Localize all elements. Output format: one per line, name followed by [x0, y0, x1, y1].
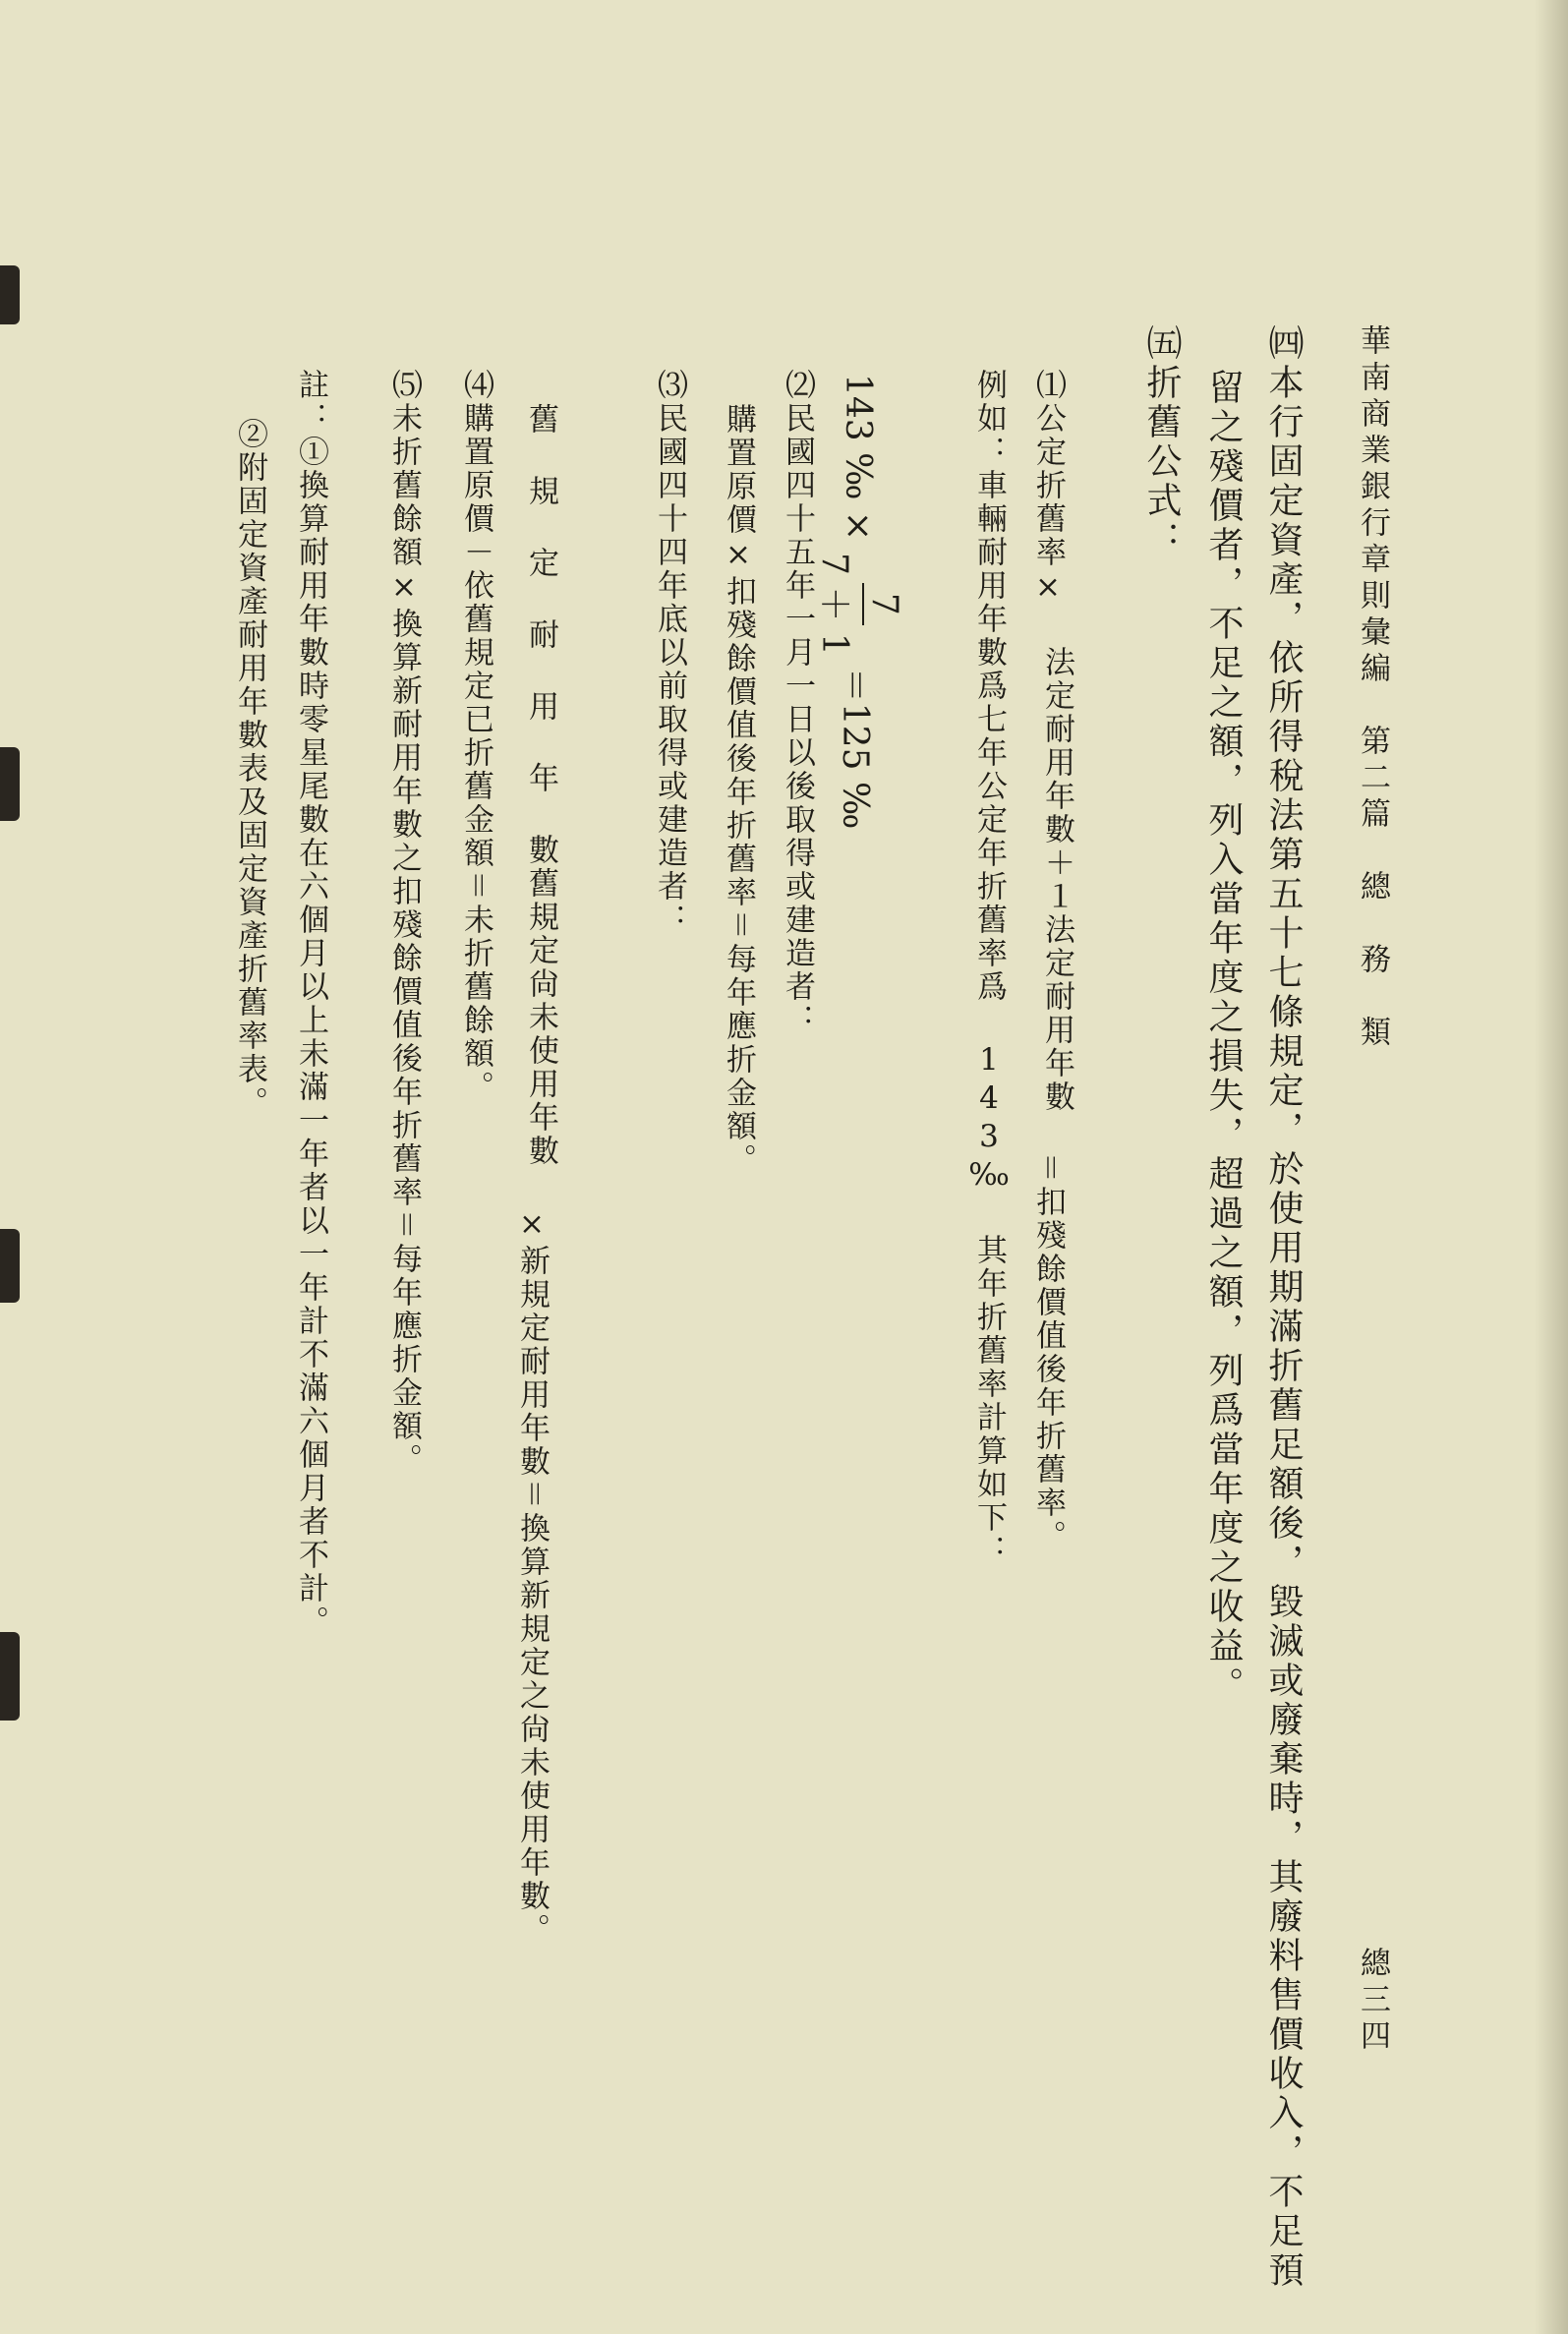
calc-denominator: 7 ＋ 1 [814, 553, 854, 656]
formula1-denominator: 法定耐用年數＋１ [1039, 646, 1074, 913]
binding-hole [0, 1229, 20, 1303]
formula3-title: ⑶民國四十四年底以前取得或建造者： [652, 369, 687, 937]
formula1-numerator: 法定耐用年數 [1039, 913, 1074, 1114]
binding-hole [0, 1632, 20, 1721]
example-calculation [812, 374, 904, 829]
formula3-numerator: 舊規定尙未使用年數 [523, 867, 558, 1168]
formula1-fraction [1041, 646, 1072, 1114]
formula1-prefix: ⑴公定折舊率× [1030, 369, 1066, 608]
page-edge-shadow [1535, 0, 1568, 2334]
binding-hole [0, 265, 20, 324]
book-title: 華南商業銀行章則彙編 第二篇 總 務 類 [1355, 324, 1390, 1052]
formula2-title: ⑵民國四十五年一月一日以後取得或建造者： [780, 369, 815, 1037]
calc-result: ＝125 ‰ [835, 667, 876, 830]
formula5: ⑸未折舊餘額×換算新耐用年數之扣殘餘價值後年折舊率＝每年應折金額。 [386, 369, 422, 1477]
formula3-denominator: 舊 規 定 耐 用 年 數 [523, 403, 558, 867]
formula2-body: 購置原價×扣殘餘價值後年折舊率＝每年應折金額。 [721, 403, 756, 1177]
formula3 [514, 403, 558, 1947]
formula3-suffix: ×新規定耐用年數＝換算新規定之尙未使用年數。 [514, 1206, 550, 1947]
note2: ②附固定資產耐用年數表及固定資產折舊率表。 [232, 418, 267, 1120]
formula4: ⑷購置原價－依舊規定已折舊金額＝未折舊餘額。 [458, 369, 494, 1104]
note1: 註：①換算耐用年數時零星尾數在六個月以上未滿一年者以一年計不滿六個月者不計。 [293, 369, 328, 1639]
calc-numerator: 7 [862, 583, 904, 625]
calc-fraction [812, 553, 904, 656]
formula1-suffix: ＝扣殘餘價值後年折舊率。 [1030, 1152, 1066, 1553]
example-text: 例如：車輛耐用年數爲七年公定年折舊率爲 143‰ 其年折舊率計算如下： [971, 369, 1007, 1568]
page-number: 總三四 [1355, 1947, 1390, 2056]
calc-prefix: 143 ‰ × [838, 374, 879, 542]
formula1 [1032, 369, 1072, 1553]
binding-hole [0, 747, 20, 821]
item4-line1: ㈣本行固定資產，依所得稅法第五十七條規定，於使用期滿折舊足額後，毀滅或廢棄時，其廢料售價收入，不足預 [1263, 324, 1304, 2291]
formula3-fraction [523, 403, 558, 1168]
item5-title: ㈤折舊公式： [1141, 324, 1182, 560]
item4-line2: 留之殘價者，不足之額，列入當年度之損失，超過之額，列爲當年度之收益。 [1203, 369, 1244, 1706]
